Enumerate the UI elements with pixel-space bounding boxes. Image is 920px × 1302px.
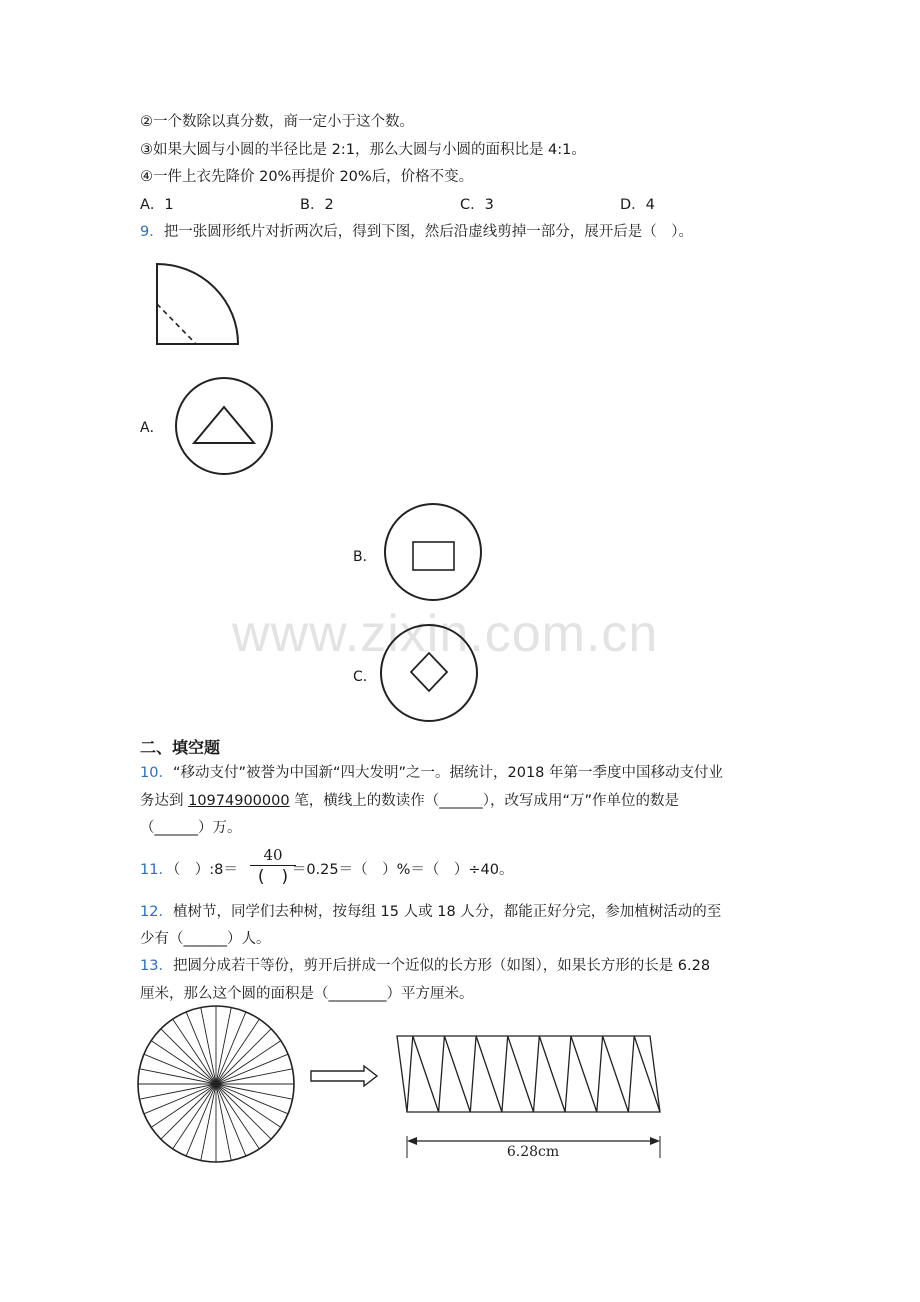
q11-number: 11． <box>140 862 173 878</box>
q11-fraction-numerator: 40 <box>263 846 283 864</box>
circle-spoke <box>216 1029 271 1084</box>
q8-statement-3: ③如果大圆与小圆的半径比是 2:1，那么大圆与小圆的面积比是 4:1。 <box>140 142 586 158</box>
q9-stem <box>140 222 693 242</box>
q10-underlined-number: 10974900000 <box>188 793 290 809</box>
q9-option-b-figure[interactable] <box>383 502 485 604</box>
watermark: www.zixin.com.cn <box>232 605 659 663</box>
q12-line-2: 少有（______）人。 <box>140 931 271 947</box>
q10-line-3: （______）万。 <box>140 820 242 836</box>
q12-number: 12． <box>140 904 173 920</box>
q11-fraction-denominator: ( ) <box>257 867 289 887</box>
q11-text-post: ＝0.25＝（ ）%＝（ ）÷40。 <box>291 862 514 878</box>
q10-number: 10． <box>140 765 173 781</box>
q8-option-c[interactable]: C．3 <box>460 197 494 213</box>
q9-option-c-figure[interactable] <box>379 623 481 725</box>
q11-text-pre: （ ）:8＝ <box>172 862 238 878</box>
divided-circle-figure <box>136 1004 298 1166</box>
q13-text-1: 把圆分成若干等份，剪开后拼成一个近似的长方形（如图），如果长方形的长是 6.28 <box>172 958 711 974</box>
approx-rectangle-figure <box>392 1032 668 1162</box>
q12-text-1: 植树节，同学们去种树，按每组 15 人或 18 人分，都能正好分完，参加植树活动的至 <box>172 904 722 920</box>
q10-line-2 <box>140 791 679 811</box>
q10-text-2b: 笔，横线上的数读作（______），改写成用“万”作单位的数是 <box>289 793 679 809</box>
q9-option-c-label[interactable]: C． <box>353 669 377 685</box>
section-title-fill-in: 二、填空题 <box>140 738 221 757</box>
q8-statement-4: ④一件上衣先降价 20%再提价 20%后，价格不变。 <box>140 169 474 185</box>
q9-text: 把一张圆形纸片对折两次后，得到下图，然后沿虚线剪掉一部分，展开后是（ ）。 <box>163 224 693 240</box>
rectangle-outline <box>397 1036 660 1112</box>
q10-text-2a: 务达到 <box>140 793 189 809</box>
circle-spoke <box>161 1084 216 1139</box>
q9-option-a-figure[interactable] <box>174 376 276 478</box>
q11-line <box>140 860 514 880</box>
q10-text-1: “移动支付”被誉为中国新“四大发明”之一。据统计，2018 年第一季度中国移动支付业 <box>172 765 724 781</box>
q9-option-a-label[interactable]: A． <box>140 420 164 436</box>
q8-option-a[interactable]: A．1 <box>140 197 174 213</box>
circle-spoke <box>161 1029 216 1084</box>
circle-spoke <box>216 1084 271 1139</box>
q8-statement-2: ②一个数除以真分数，商一定小于这个数。 <box>140 114 414 130</box>
q8-option-d[interactable]: D．4 <box>620 197 655 213</box>
sector-zigzag <box>407 1036 660 1112</box>
q13-line-1 <box>140 956 710 976</box>
q13-number: 13． <box>140 958 173 974</box>
rectangle-length-label: 6.28cm <box>506 1144 560 1160</box>
transform-arrow-icon <box>309 1064 381 1088</box>
q9-number: 9． <box>140 224 164 240</box>
q13-line-2: 厘米，那么这个圆的面积是（________）平方厘米。 <box>140 986 474 1002</box>
q8-option-b[interactable]: B．2 <box>300 197 334 213</box>
q12-line-1 <box>140 902 721 922</box>
folded-quarter-circle-figure <box>150 258 250 350</box>
q11-fraction <box>250 846 296 888</box>
q10-line-1 <box>140 763 723 783</box>
q9-option-b-label[interactable]: B． <box>353 549 377 565</box>
